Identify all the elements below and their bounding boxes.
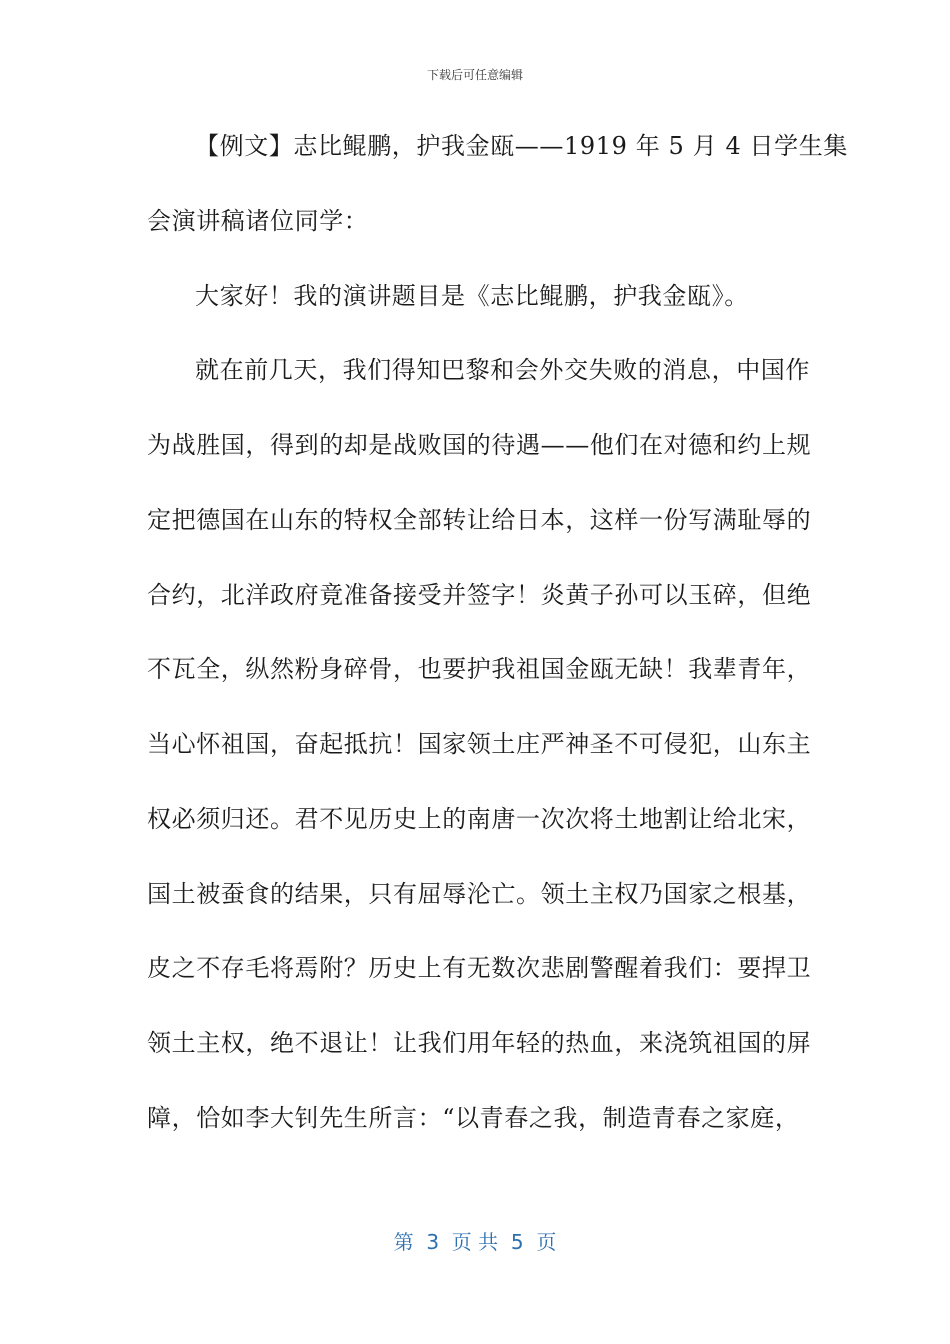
paragraph-line: 就在前几天，我们得知巴黎和会外交失败的消息，中国作	[195, 356, 810, 384]
paragraph-line: 当心怀祖国，奋起抵抗！国家领土庄严神圣不可侵犯，山东主	[147, 730, 812, 758]
page-header-note: 下载后可任意编辑	[426, 68, 523, 82]
paragraph-line: 合约，北洋政府竟准备接受并签字！炎黄子孙可以玉碎，但绝	[147, 581, 812, 609]
paragraph-line: 障，恰如李大钊先生所言：“以青春之我，制造青春之家庭，	[147, 1104, 800, 1132]
paragraph-line: 会演讲稿诸位同学：	[147, 207, 369, 235]
paragraph-line: 领土主权，绝不退让！让我们用年轻的热血，来浇筑祖国的屏	[147, 1029, 812, 1057]
paragraph-line: 国土被蚕食的结果，只有屈辱沦亡。领土主权乃国家之根基，	[147, 880, 812, 908]
paragraph-line: 权必须归还。君不见历史上的南唐一次次将土地割让给北宋，	[147, 805, 812, 833]
paragraph-line: 【例文】志比鲲鹏，护我金瓯——1919 年 5 月 4 日学生集	[195, 132, 848, 160]
page-number: 第 3 页 共 5 页	[393, 1230, 557, 1254]
paragraph-line: 皮之不存毛将焉附？历史上有无数次悲剧警醒着我们：要捍卫	[147, 954, 812, 982]
paragraph-line: 为战胜国，得到的却是战败国的待遇——他们在对德和约上规	[147, 431, 812, 459]
paragraph-line: 定把德国在山东的特权全部转让给日本，这样一份写满耻辱的	[147, 506, 812, 534]
paragraph-line: 大家好！我的演讲题目是《志比鲲鹏，护我金瓯》。	[195, 282, 749, 310]
paragraph-line: 不瓦全，纵然粉身碎骨，也要护我祖国金瓯无缺！我辈青年，	[147, 655, 812, 683]
